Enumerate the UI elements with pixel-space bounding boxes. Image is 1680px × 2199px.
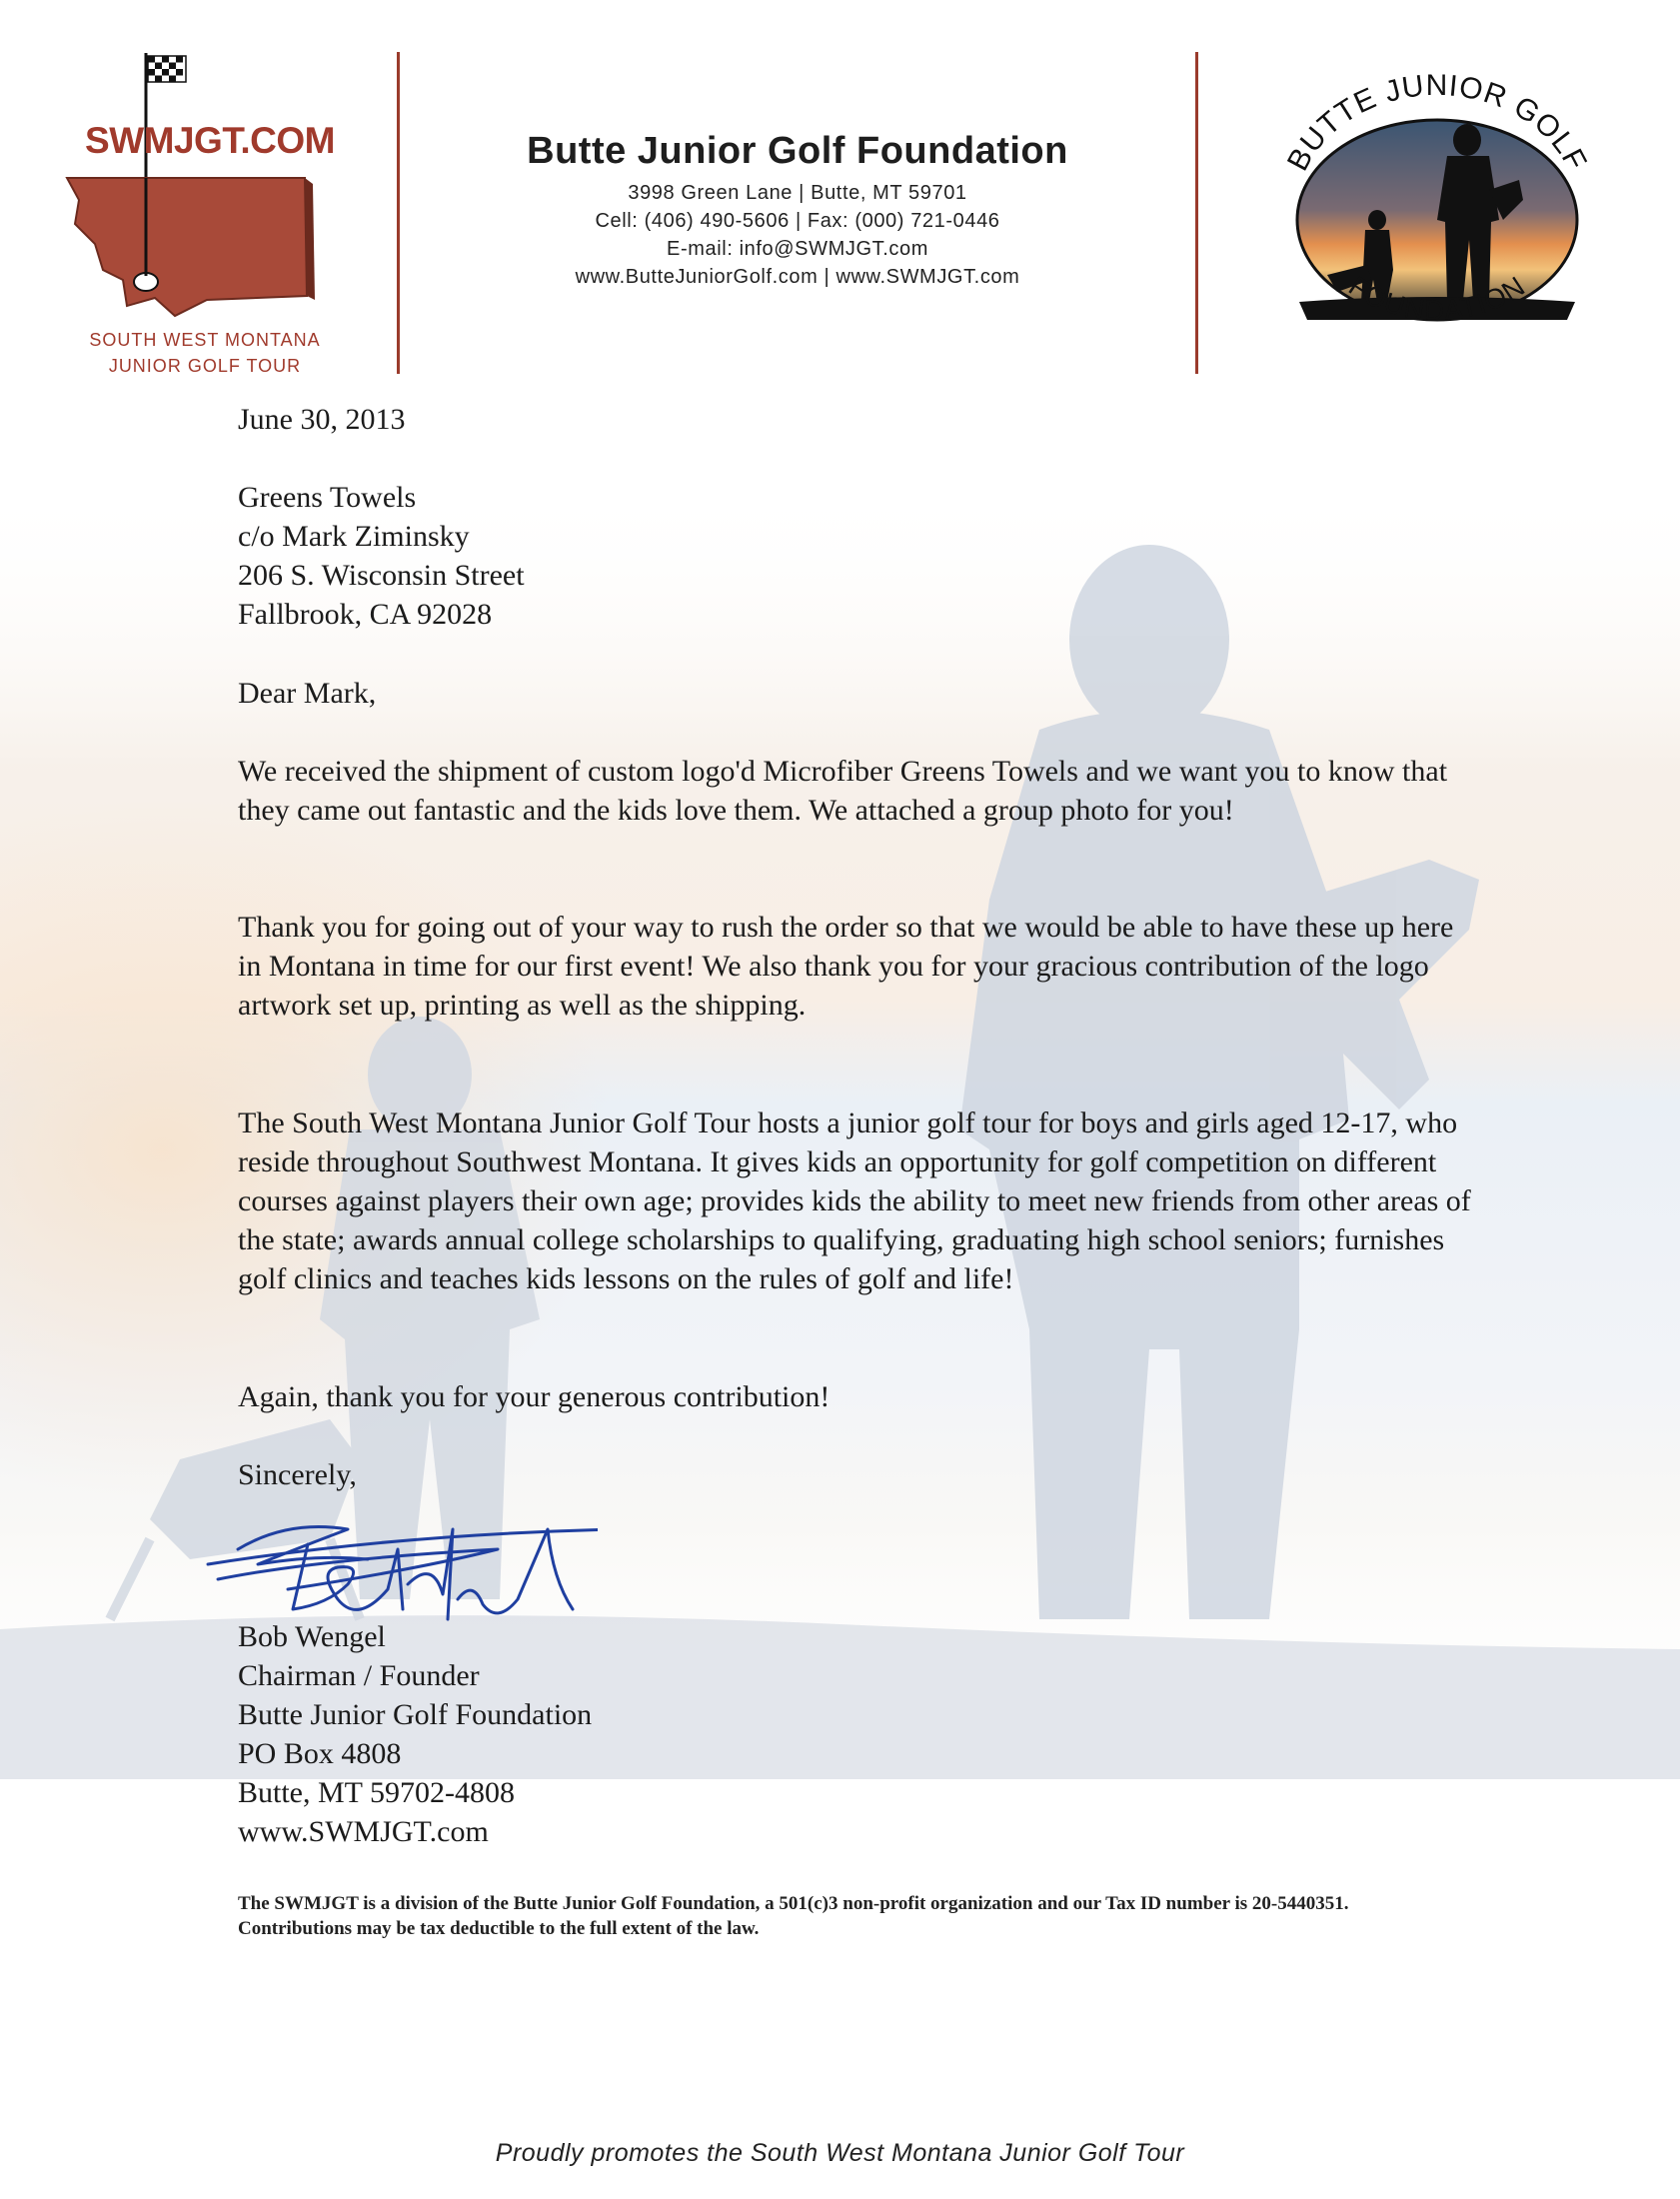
signer-block [238,1617,592,1851]
recipient-line: 206 S. Wisconsin Street [238,559,525,592]
recipient-line: Greens Towels [238,481,417,514]
letterhead [0,0,1680,390]
signer-organization: Butte Junior Golf Foundation [238,1698,593,1731]
tax-footnote: The SWMJGT is a division of the Butte Junior Golf Foundation, a 501(c)3 non-profit organization and our Tax ID number is 20-5440351. Contributions may be tax deductible to the full extent of the law. [238,1893,1349,1939]
signer-website: www.SWMJGT.com [238,1815,489,1848]
swmjgt-logo [55,48,355,383]
organization-contact-block [420,130,1175,291]
emblem-arc-bottom-text: FOUNDATION [1343,270,1531,327]
organization-name: Butte Junior Golf Foundation [527,130,1068,172]
letter-date: June 30, 2013 [238,403,406,436]
organization-phone: Cell: (406) 490-5606 | Fax: (000) 721-0446 [595,210,1000,232]
emblem-arc-top-text: BUTTE JUNIOR GOLF [1281,70,1594,177]
body-paragraph: Thank you for going out of your way to rush the order so that we would be able to have these up here in Montana in time for our first event! We also thank you for your gracious contribution of the logo artwork set up, printing as well as the shipping. [238,911,1454,1022]
signer-name: Bob Wengel [238,1620,386,1653]
salutation: Dear Mark, [238,677,377,710]
organization-email: E-mail: info@SWMJGT.com [667,238,928,260]
header-divider-left [397,52,400,374]
signer-city: Butte, MT 59702-4808 [238,1776,515,1809]
golfer-sunset-emblem-icon [1267,70,1607,360]
body-paragraph: The South West Montana Junior Golf Tour hosts a junior golf tour for boys and girls aged 12-17, who reside throughout Southwest Montana. It gives kids an opportunity for golf competition on different courses against players their own age; provides kids the ability to meet new friends from other areas of the state; awards annual college scholarships to qualifying, graduating high school seniors; furnishes golf clinics and teaches kids lessons on the rules of golf and life! [238,1106,1471,1295]
header-divider-right [1195,52,1198,374]
recipient-address [238,478,525,634]
footer-tagline: Proudly promotes the South West Montana Junior Golf Tour [495,2139,1185,2167]
body-paragraph: Again, thank you for your generous contribution! [238,1380,831,1413]
body-paragraph: We received the shipment of custom logo'd Microfiber Greens Towels and we want you to know that they came out fantastic and the kids love them. We attached a group photo for you! [238,755,1448,827]
organization-address: 3998 Green Lane | Butte, MT 59701 [628,182,967,204]
closing: Sincerely, [238,1458,357,1491]
butte-foundation-logo [1267,70,1607,360]
signer-po-box: PO Box 4808 [238,1737,402,1770]
recipient-line: Fallbrook, CA 92028 [238,598,493,631]
organization-websites: www.ButteJuniorGolf.com | www.SWMJGT.com [575,266,1020,288]
swmjgt-logo-title: SWMJGT.COM [85,120,335,161]
swmjgt-logo-subtitle-2: JUNIOR GOLF TOUR [108,356,302,376]
swmjgt-logo-subtitle-1: SOUTH WEST MONTANA [89,330,321,350]
recipient-line: c/o Mark Ziminsky [238,520,470,553]
signer-title: Chairman / Founder [238,1659,480,1692]
